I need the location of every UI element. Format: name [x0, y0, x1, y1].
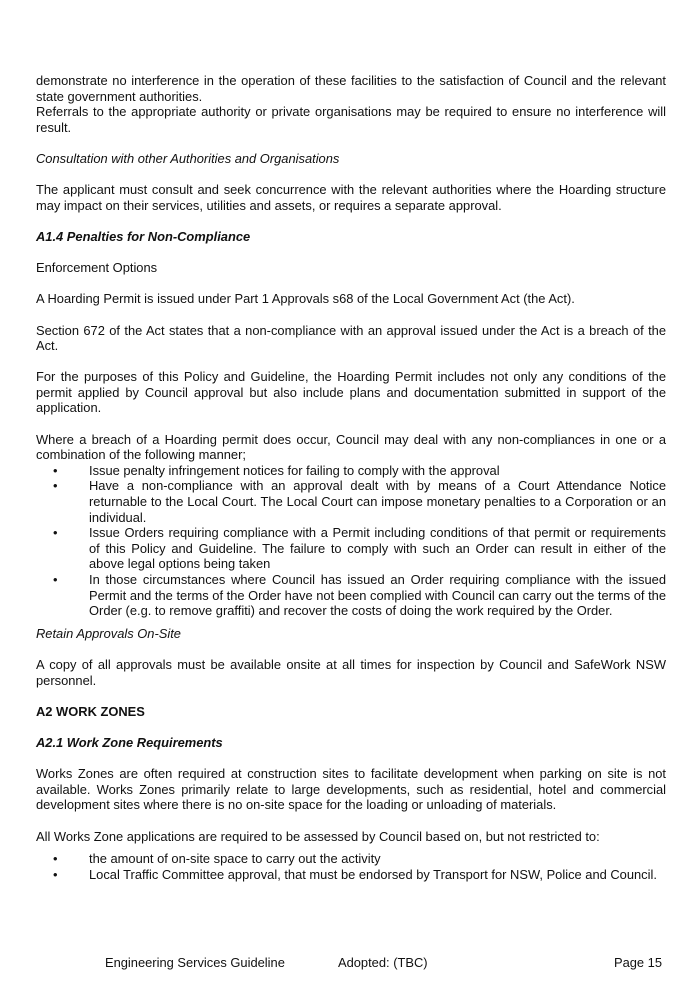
enforcement-list — [36, 463, 666, 619]
list-item-text: In those circumstances where Council has issued an Order requiring compliance with the issued Permit and the terms of the Order have not been complied with Council can carry out the terms of the Order (e.g. to remove graffiti) and recover the costs of doing the work required by the Order. — [89, 572, 666, 619]
paragraph: A Hoarding Permit is issued under Part 1 Approvals s68 of the Local Government Act (the Act). — [36, 291, 575, 307]
paragraph: Works Zones are often required at construction sites to facilitate development when parking on site is not available. Works Zones primarily relate to large developments, such as residential, hotel and commercial development sites where there is no on-site space for the loading or unloading of materials. — [36, 766, 666, 813]
works-zone-criteria-list — [36, 851, 666, 882]
paragraph: A copy of all approvals must be available onsite at all times for inspection by Council and SafeWork NSW personnel. — [36, 656, 666, 688]
bullet-icon: • — [53, 478, 58, 494]
document-page — [36, 73, 666, 882]
list-item — [36, 525, 666, 572]
paragraph: demonstrate no interference in the operation of these facilities to the satisfaction of Council and the relevant state government authorities. — [36, 73, 666, 104]
list-item — [36, 867, 666, 883]
list-item-text: Issue Orders requiring compliance with a Permit including conditions of that permit or requirements of this Policy and Guideline. The failure to comply with such an Order can result in either of the above legal options being taken — [89, 525, 666, 572]
bullet-icon: • — [53, 525, 58, 541]
paragraph: All Works Zone applications are required to be assessed by Council based on, but not restricted to: — [36, 828, 600, 844]
section-heading-a1-4: A1.4 Penalties for Non-Compliance — [36, 228, 251, 244]
paragraph: Enforcement Options — [36, 260, 158, 276]
section-heading-a2: A2 WORK ZONES — [36, 703, 145, 719]
page-footer — [0, 955, 683, 973]
subheading-retain-approvals: Retain Approvals On-Site — [36, 625, 181, 641]
paragraph: For the purposes of this Policy and Guideline, the Hoarding Permit includes not only any conditions of the permit applied by Council approval but also include plans and documentation submitted in support of the application. — [36, 369, 666, 416]
bullet-icon: • — [53, 572, 58, 587]
footer-adopted-status: Adopted: (TBC) — [338, 955, 428, 970]
footer-document-title: Engineering Services Guideline — [105, 955, 285, 970]
footer-page-number: Page 15 — [614, 955, 663, 970]
bullet-icon: • — [53, 851, 58, 867]
list-item-text: Local Traffic Committee approval, that must be endorsed by Transport for NSW, Police and Council. — [89, 866, 657, 882]
list-item-text: the amount of on-site space to carry out the activity — [89, 851, 381, 867]
paragraph: Section 672 of the Act states that a non-compliance with an approval issued under the Act is a breach of the Act. — [36, 322, 666, 354]
list-item — [36, 572, 666, 619]
bullet-icon: • — [53, 866, 58, 882]
subheading-consultation: Consultation with other Authorities and Organisations — [36, 150, 340, 166]
list-item-text: Have a non-compliance with an approval dealt with by means of a Court Attendance Notice returnable to the Local Court. The Local Court can impose monetary penalties to a Corporation or an individual. — [89, 478, 666, 525]
list-item — [36, 463, 666, 479]
list-item-text: Issue penalty infringement notices for failing to comply with the approval — [89, 462, 500, 478]
bullet-icon: • — [53, 462, 58, 478]
section-heading-a2-1: A2.1 Work Zone Requirements — [36, 734, 223, 750]
list-item — [36, 478, 666, 525]
paragraph: The applicant must consult and seek concurrence with the relevant authorities where the Hoarding structure may impact on their services, utilities and assets, or requires a separate approval. — [36, 182, 666, 213]
list-item — [36, 851, 666, 867]
paragraph: Where a breach of a Hoarding permit does occur, Council may deal with any non-compliances in one or a combination of the following manner; — [36, 431, 666, 463]
paragraph: Referrals to the appropriate authority or private organisations may be required to ensure no interference will result. — [36, 104, 666, 135]
